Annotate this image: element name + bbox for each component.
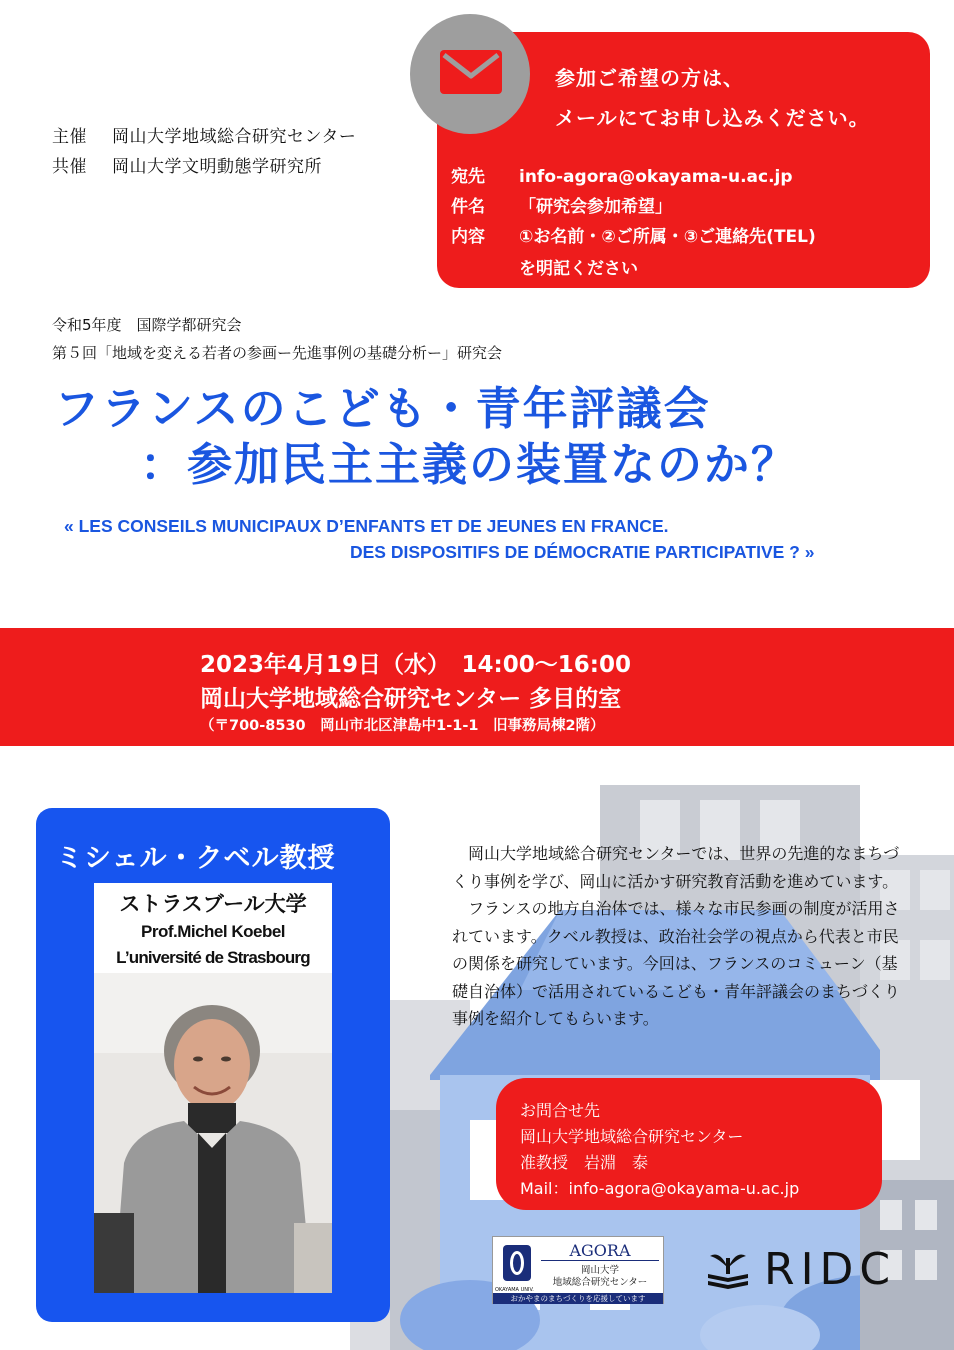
speaker-name-jp: ミシェル・クベル教授 (56, 843, 336, 874)
inquiry-title: お問合せ先 (520, 1101, 601, 1120)
inquiry-person: 准教授 岩淵 泰 (520, 1153, 649, 1172)
mail-to-label: 宛先 (451, 167, 485, 187)
inquiry-box (496, 1078, 882, 1210)
event-venue: 岡山大学地域総合研究センター 多目的室 (200, 686, 622, 712)
agora-subtitle-2: 地域総合研究センター (552, 1277, 648, 1288)
description-paragraph-2: フランスの地方自治体では、様々な市民参画の制度が活用されています。クベル教授は、政治社会学の視点から代表と市民の関係を研究しています。今回は、フランスのコミューン（基礎自治体）で活用されているこども・青年評議会のまちづくり事例を紹介してもらいます。 (452, 899, 900, 1028)
ridc-book-tree-icon (706, 1246, 750, 1292)
ridc-wordmark: RIDC (764, 1244, 897, 1295)
speaker-name-en: Prof.Michel Koebel (140, 922, 286, 941)
inquiry-mail[interactable]: Mail：info-agora@okayama-u.ac.jp (520, 1179, 800, 1198)
cohost-line (52, 152, 322, 177)
mail-subject-label: 件名 (451, 197, 485, 217)
agora-logo (492, 1236, 664, 1304)
page-title-line-1: フランスのこども・青年評議会 (54, 382, 711, 435)
host-line (52, 122, 356, 147)
series-line-2: 第５回「地域を変える若者の参画ー先進事例の基礎分析ー」研究会 (52, 344, 503, 362)
agora-slogan: おかやまのまちづくりを応援しています (493, 1293, 663, 1304)
event-address: （〒700-8530 岡山市北区津島中1-1-1 旧事務局棟2階） (200, 718, 605, 734)
speaker-university-jp: ストラスブール大学 (119, 892, 307, 916)
agora-subtitle-1: 岡山大学 (580, 1265, 619, 1276)
event-info-band (0, 628, 954, 746)
mail-content-label: 内容 (451, 227, 485, 247)
mail-icon-circle (410, 14, 530, 134)
french-title-line-2: DES DISPOSITIFS DE DÉMOCRATIE PARTICIPATIVE ? » (350, 542, 815, 562)
cohost-name: 岡山大学文明動態学研究所 (112, 157, 322, 177)
page-title-line-2: ：参加民主主義の装置なのか？ (140, 438, 799, 491)
agora-title: AGORA (541, 1241, 659, 1261)
envelope-icon (440, 50, 502, 94)
description-paragraph-1: 岡山大学地域総合研究センターでは、世界の先進的なまちづくり事例を学び、岡山に活かす研究教育活動を進めています。 (452, 844, 900, 891)
mail-heading-2: メールにてお申し込みください。 (555, 106, 870, 130)
mail-subject-value: 「研究会参加希望」 (519, 197, 672, 217)
cohost-label: 共催 (52, 157, 87, 177)
series-line-1: 令和5年度 国際学都研究会 (52, 316, 242, 334)
host-label: 主催 (52, 127, 87, 147)
description-text (452, 840, 912, 1033)
speaker-photo (94, 973, 332, 1293)
mail-content-row (451, 222, 816, 247)
mail-subject-row (451, 192, 672, 217)
inquiry-organization: 岡山大学地域総合研究センター (520, 1127, 744, 1146)
french-title-line-1: « LES CONSEILS MUNICIPAUX D’ENFANTS ET DE JEUNES EN FRANCE. (64, 516, 669, 536)
host-name: 岡山大学地域総合研究センター (112, 127, 357, 147)
speaker-card (36, 808, 390, 1322)
event-datetime: 2023年4月19日（水） 14:00～16:00 (200, 652, 631, 678)
speaker-university-en: L’université de Strasbourg (116, 948, 310, 967)
mail-to-row (451, 162, 793, 187)
agora-university-en: OKAYAMA UNIV. (495, 1287, 534, 1293)
mail-heading-1: 参加ご希望の方は、 (555, 66, 744, 90)
mail-content-value-2: を明記ください (519, 259, 638, 279)
mail-to-address[interactable]: info-agora@okayama-u.ac.jp (519, 167, 793, 187)
mail-content-value: ①お名前・②ご所属・③ご連絡先(TEL) (519, 227, 816, 247)
okayama-university-emblem-icon (501, 1245, 533, 1285)
ridc-logo (706, 1244, 906, 1304)
